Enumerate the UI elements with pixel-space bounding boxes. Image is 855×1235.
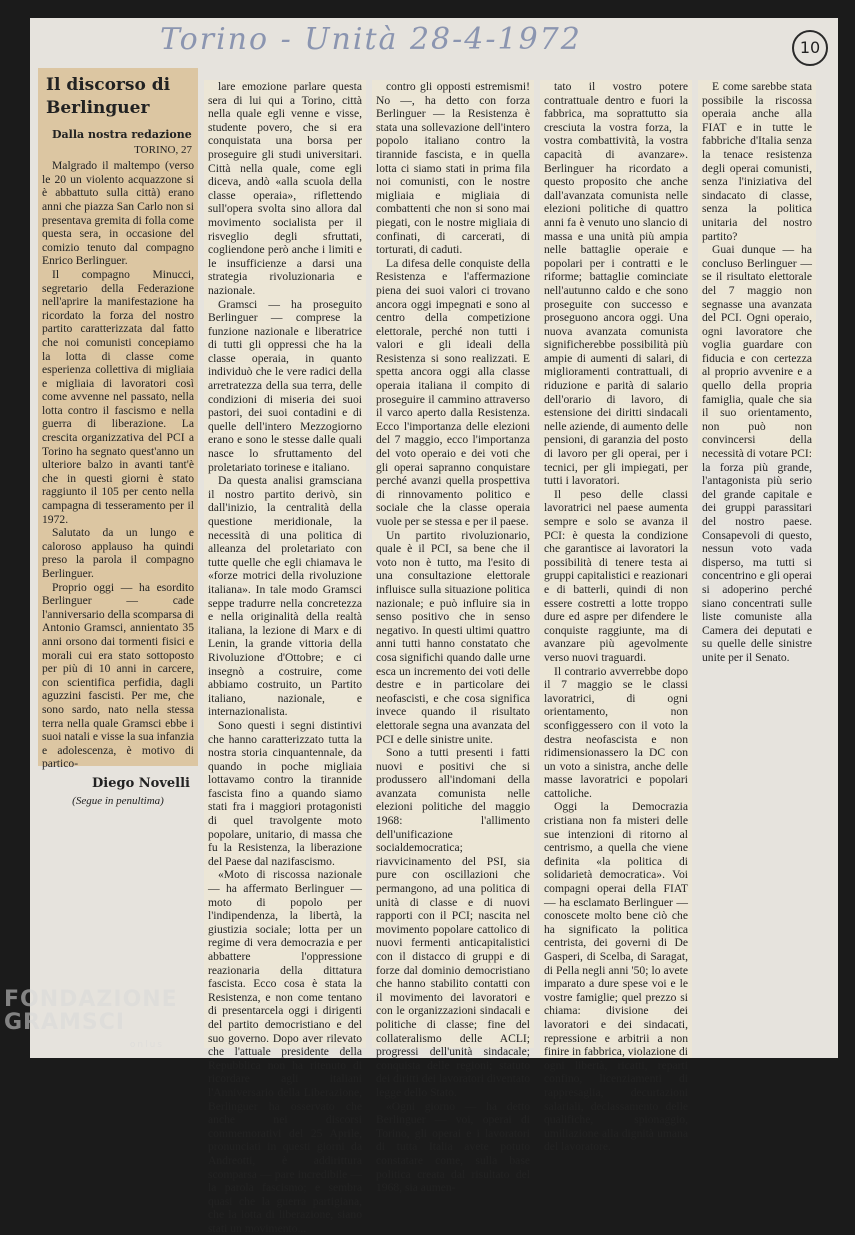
paragraph: tato il vostro potere contrattuale dentro e fuori la fabbrica, ma soprattutto sia cresciuta la vostra forza, la vostra combattività, la vostra capacità di avanzare». Berlinguer ha ricordato a questo proposito che anche dall'avanzata comunista nelle elezioni politiche di quattro anni fa è venuto uno slancio di massa e una unità più ampia nelle battaglie operaie e popolari per i contratti e le riforme; battaglie cominciate nell'autunno caldo e che sono proseguite con successo e proseguono ancora oggi. Una nuova avanzata comunista significherebbe possibilità più ampie di aumenti di salari, di miglioramenti contrattuali, di riduzione e parità di salario dell'orario di lavoro, di estensione dei diritti sindacali nelle aziende, di aumento delle pensioni, di garanzia del posto di lavoro per gli operai, per i tecnici, per gli impiegati, per tutti i lavoratori. <box>544 80 688 488</box>
watermark-line-1: FONDAZIONE <box>4 987 178 1012</box>
paragraph: Malgrado il maltempo (verso le 20 un violento acquazzone si è abbattuto sulla città) erano anni che piazza San Carlo non si presentava gremita di folla come questa sera, in occasione del comizio tenuto dal compagno Enrico Berlinguer. <box>42 159 194 268</box>
paragraph: «Ogni giorno — ha detto Berlinguer — voi, operai di Torino, gli operai e i lavoratori di tutta Italia avete potuto constatare come, sulla base politica creata dal risultato del 1968, sia aumen- <box>376 1099 530 1195</box>
handwritten-note: Torino - Unità 28-4-1972 <box>160 22 582 57</box>
paragraph: E come sarebbe stata possibile la riscossa operaia anche alla FIAT e in tutte le fabbriche d'Italia senza la tenace resistenza degli operai comunisti, senza l'iniziativa del sindacato di classe, senza la politica unitaria del nostro partito? <box>702 80 812 243</box>
paragraph: Gramsci — ha proseguito Berlinguer — comprese la funzione nazionale e liberatrice di tutti gli oppressi che ha la classe operaia, in quanto individuò che le vere radici della arretratezza della sua terra, delle condizioni di miseria dei suoi pastori, dei suoi contadini e di quelle dell'intero Mezzogiorno erano e sono le stesse dalle quali nasce lo sfruttamento del proletariato torinese e italiano. <box>208 297 362 474</box>
headline: Il discorso di Berlinguer <box>46 75 171 118</box>
kicker: Dalla nostra redazione <box>52 128 192 141</box>
page-number: 10 <box>792 30 828 66</box>
paragraph: Sono questi i segni distintivi che hanno caratterizzato tutta la nostra storia cinquantennale, da quando in poche migliaia lottavamo contro la tirannide fascista fino a quando siamo stati fra i maggiori protagonisti di quel travolgente moto popolare, unitario, di massa che fu la Resistenza, la liberazione del Paese dal nazifascismo. <box>208 718 362 868</box>
byline: Diego Novelli <box>92 775 190 791</box>
paragraph: Il compagno Minucci, segretario della Federazione nell'aprire la manifestazione ha ricordato la forza del nostro partito caratterizzata dal fatto che noi comunisti concepiamo la lotta di classe come esperienza collettiva di migliaia e migliaia di lavoratori così come avvenne nel passato, nella lotta contro il fascismo e nella guerra di liberazione. La crescita organizzativa del PCI a Torino ha segnato quest'anno un ulteriore balzo in avanti tant'è che in questi giorni è stato raggiunto il 105 per cento nella campagna di tesseramento per il 1972. <box>42 267 194 526</box>
foundation-watermark <box>4 988 204 1057</box>
clipping-column-3 <box>372 80 534 1195</box>
clipping-column-2 <box>204 80 366 1235</box>
paragraph: Salutato da un lungo e caloroso applauso ha quindi preso la parola il compagno Berlinguer. <box>42 526 194 580</box>
paragraph: Oggi la Democrazia cristiana non fa misteri delle sue intenzioni di ritorno al centrismo, a quella che viene definita «la politica di solidarietà democratica». Voi compagni operai della FIAT — ha esclamato Berlinguer — conoscete molto bene ciò che ha significato la politica centrista, dei governi di De Gasperi, di Scelba, di Saragat, di Pella negli anni '50; lo avete imparato a dure spese voi e le vostre famiglie; quel prezzo si chiama: divisione dei lavoratori e dei sindacati, repressione e arbitrii a non finire in fabbrica, violazione di ogni libertà, ricatti, reparti confino, licenziamenti di rappresaglia, decurtazioni salariali, declassamento delle qualifiche, spionaggio, umiliazione alla dignità umana del lavoratore. <box>544 800 688 1154</box>
paragraph: Guai dunque — ha concluso Berlinguer — se il risultato elettorale del 7 maggio non segnasse una avanzata del PCI. Ogni operaio, ogni lavoratore che voglia guardare con fiducia e con certezza al proprio avvenire e a quello della propria famiglia, quale che sia il suo orientamento, non può non convincersi della necessità di votare PCI: la forza più grande, l'antagonista più serio del grande capitale e dei gruppi parassitari del nostro paese. Consapevoli di questo, nessun voto vada disperso, ma tutti si concentrino e gli operai si adoperino perché siano concentrati sulle liste comuniste alla Camera dei deputati e su quelle delle sinistre unite per il Senato. <box>702 243 812 664</box>
watermark-line-3: onlus <box>129 1040 164 1050</box>
paragraph: Sono a tutti presenti i fatti nuovi e positivi che si produssero all'indomani della avanzata comunista nelle elezioni politiche del maggio 1968: l'allimento dell'unificazione socialdemocratica; riavvicinamento del PSI, sia pure con oscillazioni che permangono, ad una politica di unità di classe e di nuovi rapporti con il PCI; nascita nel movimento popolare cattolico di nuovi fermenti anticapitalistici con il distacco di gruppi e di forze dal dominio democristiano che hanno stabilito contatti con il movimento dei lavoratori e con le organizzazioni sindacali e politiche di classe; fine del collateralismo delle ACLI; progressi dell'unità sindacale; conquista delle regioni; statuto dei diritti dei lavoratori diventato legge dello Stato. <box>376 746 530 1099</box>
dateline: TORINO, 27 <box>134 143 192 156</box>
paragraph: «Moto di riscossa nazionale — ha affermato Berlinguer — moto di popolo per l'indipendenza, la libertà, la giustizia sociale; lotta per un regime di vera democrazia e per abbattere l'oppressione reazionaria della dittatura fascista. Ecco cosa è stata la Resistenza, e non come tentano di presentarcela oggi i dirigenti del partito democristiano e del suo governo. Dopo aver rilevato che l'attuale presidente della Repubblica non ha ritenuto di ricordare agli italiani l'Anniversario della Liberazione, Berlinguer ha osservato che anche nei discorsi commemorativi del 25 Aprile, pronunciati in questi giorni da Andreotti, è addirittura scomparsa — pare incredibile — la parola fascismo; e sembra quasi che la guerra partigiana, che la lotta di liberazione, siano stati un movimento... <box>208 868 362 1235</box>
paragraph: lare emozione parlare questa sera di lui qui a Torino, città nella quale egli venne e visse, studente povero, che si era conquistata una borsa per proseguire gli studi universitari. Città nella quale, come egli diceva, andò «alla scuola della classe operaia», riflettendo sull'opera svolta sino allora dal movimento socialista per il risveglio degli sfruttati, cogliendone però anche i limiti e le insufficienze a darsi una strategia rivoluzionaria e nazionale. <box>208 80 362 297</box>
watermark-line-2: GRAMSCI <box>4 1010 126 1035</box>
paragraph: Il peso delle classi lavoratrici nel paese aumenta sempre e solo se avanza il PCI: è questa la condizione che garantisce ai lavoratori la possibilità di tenere testa ai gruppi capitalistici e reazionari e di batterli, quindi di non essere costretti a lotte troppo dure ed aspre per difendere le conquiste raggiunte, ma di avanzare più agevolmente verso nuovi traguardi. <box>544 487 688 664</box>
paragraph: Un partito rivoluzionario, quale è il PCI, sa bene che il voto non è tutto, ma l'esito di una consultazione elettorale influisce sulla situazione politica nazionale; e può influire sia in senso positivo che in senso negativo. In questi ultimi quattro anni tutti hanno constatato che cosa significhi quando dalle urne esca un incremento dei voti delle destre e in particolare dei neofascisti, e che cosa significa invece quando il risultato elettorale segna una avanzata del PCI e delle sinistre unite. <box>376 528 530 746</box>
paragraph: Proprio oggi — ha esordito Berlinguer — cade l'anniversario della scomparsa di Antonio Gramsci, annientato 35 anni orsono dai tormenti fisici e morali cui era stato sottoposto per più di 10 anni in carcere, con scientifica perfidia, dagli aguzzini fascisti. Per me, che sono sardo, nato nella stessa terra nella quale Gramsci ebbe i suoi natali e visse la sua infanzia e adolescenza, è motivo di partico- <box>42 580 194 771</box>
paragraph: La difesa delle conquiste della Resistenza e l'affermazione piena dei suoi valori ci trovano ancora oggi impegnati e sono al centro della competizione elettorale, perché non tutti i valori e gli ideali della Resistenza si sono realizzati. E spetta ancora oggi alla classe operaia italiana il compito di proseguire il cammino attraverso il varco aperto dalla Resistenza. Ecco l'importanza delle elezioni del 7 maggio, ecco l'importanza del voto operaio e dei voti che gli operai sapranno conquistare perché avanzi quella prospettiva di rinnovamento politico e sociale che la classe operaia vuole per se stessa e per il paese. <box>376 256 530 528</box>
paragraph: Da questa analisi gramsciana il nostro partito derivò, sin dall'inizio, la centralità della questione meridionale, la necessità di una politica di alleanza del proletariato con tutte quelle che egli chiamava le «forze motrici della rivoluzione italiana». In tale modo Gramsci seppe tradurre nella concretezza e nella originalità della realtà italiana, la lezione di Marx e di Lenin, la grande vittoria della Rivoluzione d'Ottobre; e ci insegnò a costruire, come abbiamo costruito, un Partito italiano, nazionale, e internazionalista. <box>208 474 362 719</box>
clipping-column-1 <box>38 68 198 807</box>
paragraph: Il contrario avverrebbe dopo il 7 maggio se le classi lavoratrici, di ogni orientamento, non sconfiggessero con il voto la destra neofascista e non ridimensionassero la DC con un voto a sinistra, anche delle masse lavoratrici e popolari cattoliche. <box>544 664 688 800</box>
paragraph: contro gli opposti estremismi! No —, ha detto con forza Berlinguer — la Resistenza è stata una sollevazione dell'intero popolo italiano contro la tirannide fascista, e in quella lotta ci siamo stati in prima fila noi comunisti, con le nostre migliaia e migliaia di combattenti che non si sono mai piegati, con le nostre migliaia di confinati, di carcerati, di torturati, di caduti. <box>376 80 530 257</box>
clipping-column-5 <box>698 80 816 664</box>
clipping-column-4 <box>540 80 692 1154</box>
continue-note: (Segue in penultima) <box>72 794 164 807</box>
